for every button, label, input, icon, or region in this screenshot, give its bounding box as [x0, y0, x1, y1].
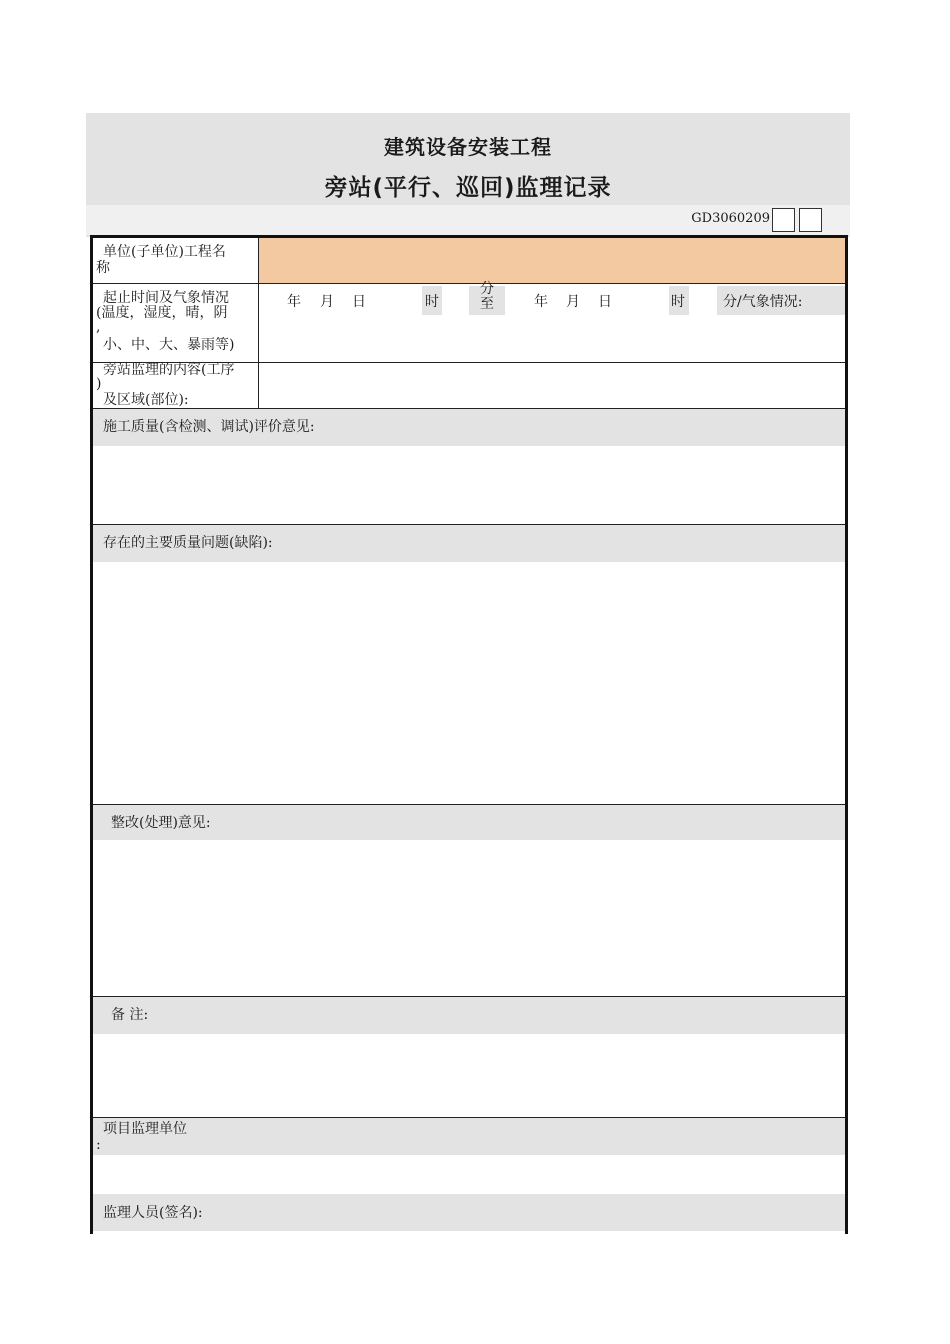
month-start: 月	[320, 294, 334, 310]
day-end: 日	[598, 294, 612, 310]
unit-label-2: :	[96, 1137, 101, 1153]
hour-start: 时	[425, 294, 439, 310]
year-start: 年	[287, 294, 301, 310]
content-label-3: 及区域(部位):	[103, 392, 189, 408]
document-code: GD3060209	[691, 211, 770, 226]
time-label-1: 起止时间及气象情况	[103, 290, 229, 306]
problems-header	[93, 525, 845, 562]
minute-start: 分	[480, 281, 494, 297]
unit-field[interactable]	[93, 1155, 845, 1194]
unit-name-label-1: 单位(子单位)工程名	[103, 244, 226, 260]
quality-label: 施工质量(含检测、调试)评价意见:	[103, 419, 315, 435]
time-field-area	[259, 281, 845, 362]
rectify-header	[93, 805, 845, 840]
unit-name-label-2: 称	[96, 260, 110, 276]
hour-end: 时	[671, 294, 685, 310]
year-end: 年	[534, 294, 548, 310]
problems-label: 存在的主要质量问题(缺陷):	[103, 535, 273, 551]
to-label: 至	[480, 296, 494, 312]
rectify-label: 整改(处理)意见:	[111, 815, 211, 831]
unit-name-label-cell	[93, 238, 258, 284]
time-label-cell	[93, 284, 258, 362]
content-field[interactable]	[259, 363, 845, 408]
quality-field[interactable]	[93, 446, 845, 524]
weather-label: 分/气象情况:	[723, 294, 803, 310]
problems-field[interactable]	[93, 562, 845, 804]
content-label-cell	[93, 363, 258, 408]
time-label-2: (温度，湿度，晴，阴	[96, 305, 228, 321]
record-form	[90, 235, 848, 1234]
record-sheet	[86, 113, 850, 1231]
inspector-label: 监理人员(签名):	[103, 1205, 203, 1221]
inspector-header	[93, 1194, 845, 1231]
remarks-label: 备 注:	[111, 1007, 149, 1023]
code-box-2[interactable]	[799, 208, 822, 232]
unit-label-1: 项目监理单位	[103, 1121, 187, 1137]
unit-header	[93, 1118, 845, 1155]
title-line-2: 旁站(平行、巡回)监理记录	[324, 175, 612, 201]
code-box-1[interactable]	[772, 208, 795, 232]
month-end: 月	[566, 294, 580, 310]
remarks-field[interactable]	[93, 1034, 845, 1117]
quality-header	[93, 409, 845, 446]
content-label-1: 旁站监理的内容(工序	[103, 362, 235, 378]
time-label-3: ,	[96, 319, 101, 335]
column-divider	[258, 238, 259, 408]
unit-name-field[interactable]	[259, 238, 845, 283]
remarks-header	[93, 997, 845, 1034]
day-start: 日	[352, 294, 366, 310]
content-label-2: )	[96, 376, 102, 392]
title-line-1: 建筑设备安装工程	[384, 135, 552, 159]
rectify-field[interactable]	[93, 840, 845, 996]
time-label-4: 小、中、大、暴雨等)	[103, 337, 235, 353]
